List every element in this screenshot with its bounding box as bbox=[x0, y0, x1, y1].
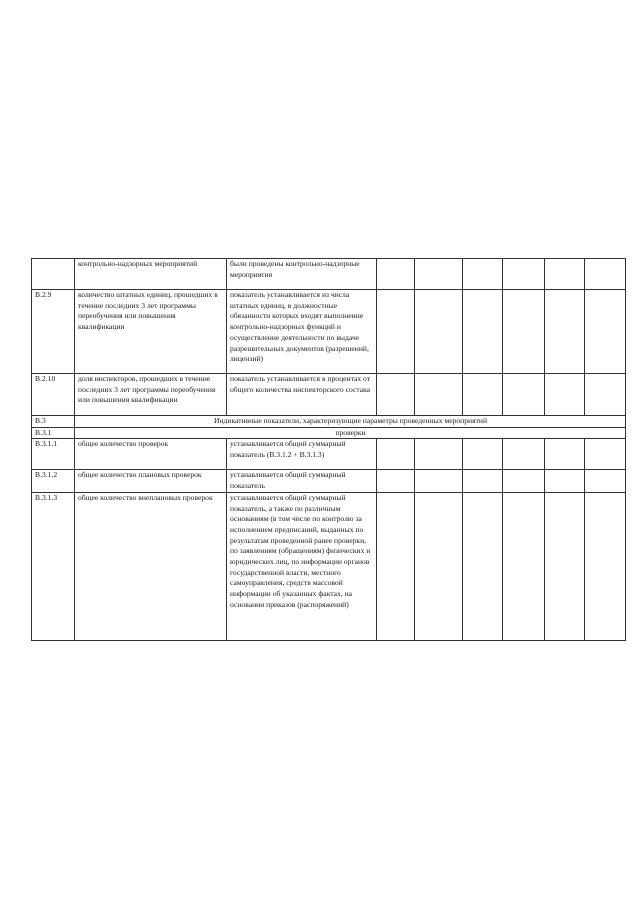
row-code: В.3.1.3 bbox=[32, 492, 75, 640]
value-cell bbox=[415, 470, 463, 492]
value-cell bbox=[415, 290, 463, 374]
value-cell bbox=[463, 492, 503, 640]
value-cell bbox=[503, 374, 545, 416]
value-cell bbox=[585, 374, 626, 416]
section-code: В.3 bbox=[32, 416, 75, 428]
row-name: общее количество проверок bbox=[75, 439, 227, 470]
row-name: общее количество внеплановых проверок bbox=[75, 492, 227, 640]
value-cell bbox=[503, 259, 545, 290]
value-cell bbox=[585, 439, 626, 470]
row-name: доля инспекторов, прошедших в течение последних 3 лет программы переобучения или повышения квалификации bbox=[75, 374, 227, 416]
section-row bbox=[32, 416, 626, 428]
value-cell bbox=[377, 259, 415, 290]
value-cell bbox=[415, 439, 463, 470]
row-description: устанавливается общий суммарный показатель (В.3.1.2 + В.3.1.3) bbox=[227, 439, 377, 470]
section-code: В.3.1 bbox=[32, 427, 75, 439]
value-cell bbox=[503, 439, 545, 470]
value-cell bbox=[415, 259, 463, 290]
section-title: Индикативные показатели, характеризующие параметры проведенных мероприятий bbox=[75, 416, 626, 428]
value-cell bbox=[377, 290, 415, 374]
value-cell bbox=[377, 439, 415, 470]
row-code: В.3.1.2 bbox=[32, 470, 75, 492]
row-description: устанавливается общий суммарный показатель bbox=[227, 470, 377, 492]
value-cell bbox=[415, 374, 463, 416]
value-cell bbox=[463, 259, 503, 290]
value-cell bbox=[377, 492, 415, 640]
value-cell bbox=[545, 259, 585, 290]
table-row bbox=[32, 439, 626, 470]
row-code: В.2.10 bbox=[32, 374, 75, 416]
table-row bbox=[32, 470, 626, 492]
table-row bbox=[32, 259, 626, 290]
value-cell bbox=[463, 374, 503, 416]
table-row bbox=[32, 374, 626, 416]
value-cell bbox=[585, 492, 626, 640]
value-cell bbox=[503, 492, 545, 640]
value-cell bbox=[545, 470, 585, 492]
section-row bbox=[32, 427, 626, 439]
value-cell bbox=[503, 290, 545, 374]
value-cell bbox=[463, 470, 503, 492]
row-code: В.2.9 bbox=[32, 290, 75, 374]
row-name: количество штатных единиц, прошедших в течение последних 3 лет программы переобучения или повышения квалификации bbox=[75, 290, 227, 374]
value-cell bbox=[585, 470, 626, 492]
value-cell bbox=[377, 374, 415, 416]
table-row bbox=[32, 290, 626, 374]
row-name: общее количество плановых проверок bbox=[75, 470, 227, 492]
value-cell bbox=[503, 470, 545, 492]
value-cell bbox=[545, 374, 585, 416]
value-cell bbox=[545, 439, 585, 470]
value-cell bbox=[377, 470, 415, 492]
row-description: устанавливается общий суммарный показатель, а также по различным основаниям (в том числе по контролю за исполнением предписаний, выданных по результатам проведенной ранее проверки, по заявлениям (обращениям) физических и юридических лиц, по информации органов государственной власти, местного самоуправления, средств массовой информации об указанных фактах, на основании приказов (распоряжений) bbox=[227, 492, 377, 640]
value-cell bbox=[463, 439, 503, 470]
section-title: проверки bbox=[75, 427, 626, 439]
value-cell bbox=[463, 290, 503, 374]
row-code bbox=[32, 259, 75, 290]
table-body bbox=[32, 259, 626, 641]
value-cell bbox=[585, 290, 626, 374]
value-cell bbox=[545, 290, 585, 374]
value-cell bbox=[585, 259, 626, 290]
row-description: показатель устанавливается из числа штатных единиц, в должностные обязанности которых входят выполнение контрольно-надзорных функций и осуществление деятельности по выдаче разрешительных документов (разрешений, лицензий) bbox=[227, 290, 377, 374]
indicators-table bbox=[31, 258, 626, 641]
row-name: контрольно-надзорных мероприятий bbox=[75, 259, 227, 290]
row-description: показатель устанавливается в процентах от общего количества инспекторского состава bbox=[227, 374, 377, 416]
row-description: были проведены контрольно-надзорные мероприятия bbox=[227, 259, 377, 290]
value-cell bbox=[415, 492, 463, 640]
row-code: В.3.1.1 bbox=[32, 439, 75, 470]
table-row bbox=[32, 492, 626, 640]
value-cell bbox=[545, 492, 585, 640]
